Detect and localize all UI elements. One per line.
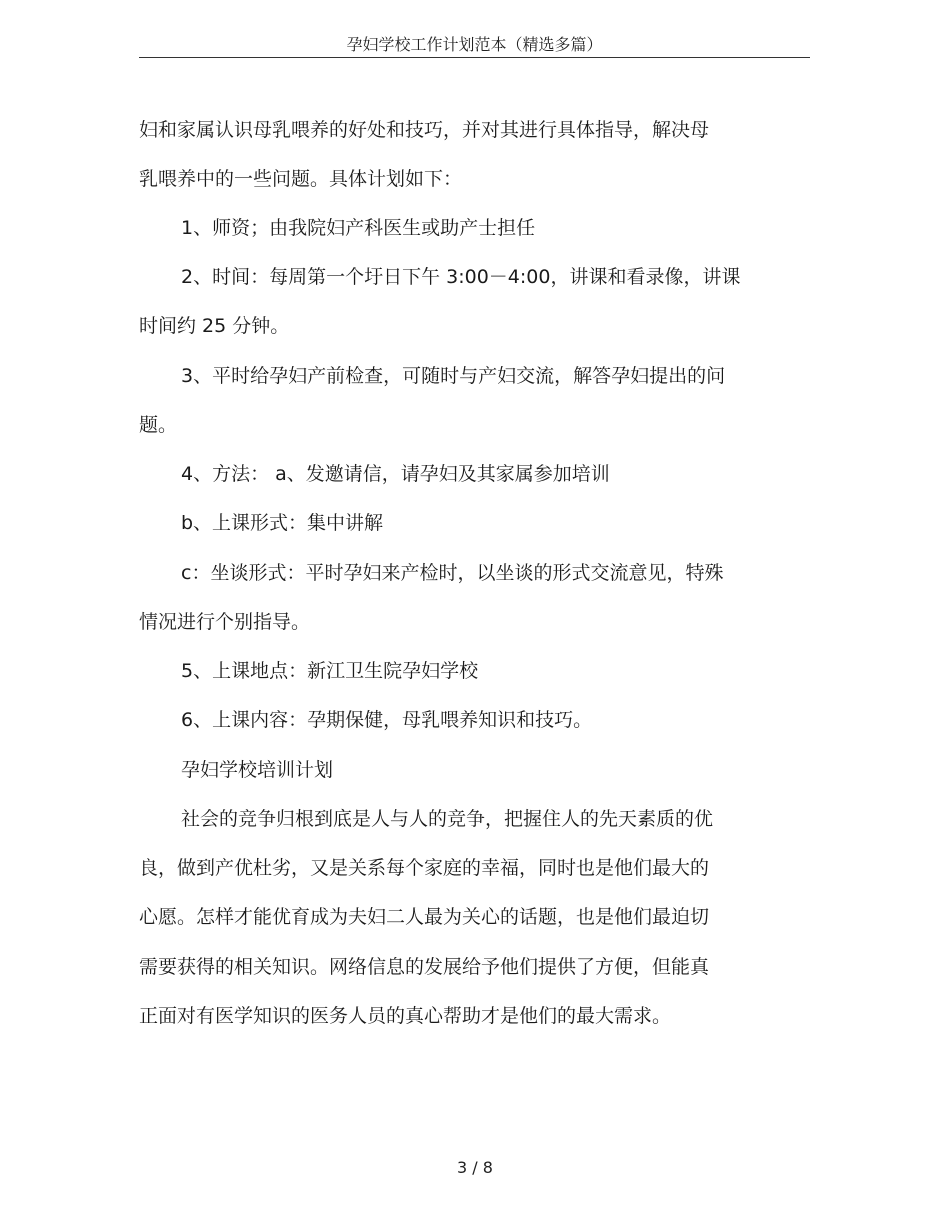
- list-item-checkup: 3、平时给孕妇产前检查，可随时与产妇交流，解答孕妇提出的问: [181, 365, 726, 387]
- list-item-class-form: b、上课形式：集中讲解: [181, 512, 384, 534]
- paragraph-line: 需要获得的相关知识。网络信息的发展给予他们提供了方便，但能真: [139, 956, 710, 978]
- list-item-discussion-form: c：坐谈形式：平时孕妇来产检时，以坐谈的形式交流意见，特殊: [181, 562, 724, 584]
- header-divider: [139, 57, 810, 58]
- paragraph-line: 情况进行个别指导。: [139, 611, 311, 633]
- paragraph-line: 心愿。怎样才能优育成为夫妇二人最为关心的话题，也是他们最迫切: [139, 906, 710, 928]
- list-item-method: 4、方法： a、发邀请信，请孕妇及其家属参加培训: [181, 463, 610, 485]
- page-header-title: 孕妇学校工作计划范本（精选多篇）: [346, 35, 603, 54]
- page-number: 3 / 8: [457, 1158, 493, 1177]
- list-item-content: 6、上课内容：孕期保健，母乳喂养知识和技巧。: [181, 709, 593, 731]
- paragraph-line: 妇和家属认识母乳喂养的好处和技巧，并对其进行具体指导，解决母: [139, 119, 710, 141]
- paragraph-line: 题。: [139, 414, 178, 436]
- paragraph-line: 社会的竞争归根到底是人与人的竞争，把握住人的先天素质的优: [181, 808, 714, 830]
- list-item-location: 5、上课地点：新江卫生院孕妇学校: [181, 660, 479, 682]
- list-item-teachers: 1、师资；由我院妇产科医生或助产士担任: [181, 217, 536, 239]
- section-heading: 孕妇学校培训计划: [181, 759, 334, 781]
- list-item-time: 2、时间：每周第一个圩日下午 3:00－4:00，讲课和看录像，讲课: [181, 266, 741, 288]
- paragraph-line: 时间约 25 分钟。: [139, 315, 290, 337]
- paragraph-line: 良，做到产优杜劣，又是关系每个家庭的幸福，同时也是他们最大的: [139, 857, 710, 879]
- paragraph-line: 乳喂养中的一些问题。具体计划如下：: [139, 168, 463, 190]
- paragraph-line: 正面对有医学知识的医务人员的真心帮助才是他们的最大需求。: [139, 1005, 672, 1027]
